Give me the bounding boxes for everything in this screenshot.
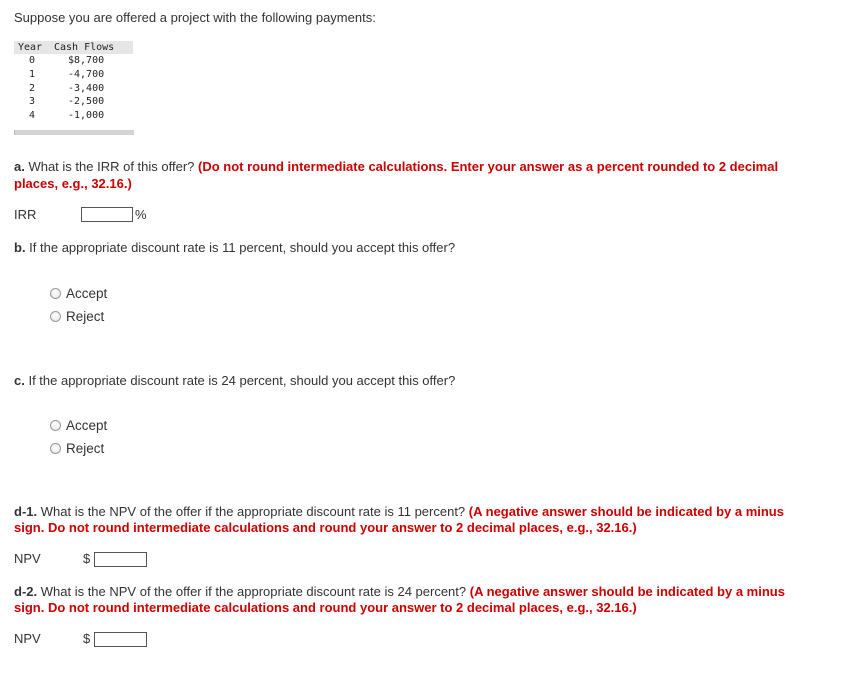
table-scrollbar[interactable] — [14, 130, 134, 135]
question-a-cont — [14, 175, 132, 192]
radio-button[interactable] — [50, 420, 61, 431]
question-a — [14, 158, 778, 175]
table-row — [14, 82, 133, 96]
question-a-instruction-cont: places, e.g., 32.16.) — [14, 176, 132, 191]
year-cell: 3 — [28, 96, 36, 108]
year-cell: 4 — [28, 110, 36, 122]
cash-flow-cell: -1,000 — [68, 110, 105, 122]
dollar-sign-d2: $ — [83, 631, 91, 646]
npv-input-d1[interactable] — [94, 552, 147, 567]
npv-input-d2[interactable] — [94, 632, 147, 647]
header-year: Year — [14, 41, 50, 54]
radio-label: Reject — [66, 308, 105, 324]
table-row — [14, 68, 133, 82]
npv-label-d1: NPV — [14, 551, 41, 566]
radio-b-reject[interactable] — [50, 307, 104, 325]
table-row — [14, 95, 133, 109]
question-c — [14, 372, 455, 389]
year-cell: 1 — [28, 68, 36, 80]
radio-button[interactable] — [50, 288, 61, 299]
radio-label: Accept — [66, 285, 108, 301]
question-a-instruction: (Do not round intermediate calculations. Enter your answer as a percent rounded to 2 decimal — [198, 159, 779, 174]
question-b-text: If the appropriate discount rate is 11 percent, should you accept this offer? — [25, 240, 456, 255]
question-d1 — [14, 503, 784, 520]
question-b — [14, 239, 455, 256]
year-cell: 2 — [28, 82, 36, 94]
question-d2-label: d-2. — [14, 584, 38, 599]
irr-label: IRR — [14, 207, 37, 222]
question-d1-text: What is the NPV of the offer if the appropriate discount rate is 11 percent? — [37, 504, 469, 519]
cash-flow-cell: -4,700 — [68, 68, 105, 80]
radio-c-accept[interactable] — [50, 416, 107, 434]
question-d1-instruction-cont: sign. Do not round intermediate calculations and round your answer to 2 decimal places, e.g., 32.16.) — [14, 520, 637, 535]
cash-flow-table — [14, 41, 133, 123]
percent-unit: % — [135, 207, 147, 222]
intro-text: Suppose you are offered a project with the following payments: — [14, 10, 376, 25]
radio-c-reject[interactable] — [50, 439, 104, 457]
radio-button[interactable] — [50, 443, 61, 454]
table-row — [14, 54, 133, 68]
radio-b-accept[interactable] — [50, 284, 107, 302]
question-c-label: c. — [14, 373, 25, 388]
question-a-text: What is the IRR of this offer? — [24, 159, 199, 174]
question-d1-cont — [14, 519, 637, 536]
question-b-label: b. — [14, 240, 26, 255]
radio-label: Accept — [66, 417, 108, 433]
cash-flow-cell: -2,500 — [68, 96, 105, 108]
cash-flow-cell: -3,400 — [68, 82, 105, 94]
question-a-label: a. — [14, 159, 25, 174]
dollar-sign-d1: $ — [83, 551, 91, 566]
question-c-text: If the appropriate discount rate is 24 percent, should you accept this offer? — [24, 373, 456, 388]
table-row — [14, 109, 133, 123]
npv-label-d2: NPV — [14, 631, 41, 646]
question-d2-cont — [14, 599, 637, 616]
radio-button[interactable] — [50, 311, 61, 322]
question-d1-label: d-1. — [14, 504, 38, 519]
question-d2-instruction: (A negative answer should be indicated by a minus — [469, 584, 785, 599]
question-d2-instruction-cont: sign. Do not round intermediate calculations and round your answer to 2 decimal places, e.g., 32.16.) — [14, 600, 637, 615]
table-header-row — [14, 41, 133, 54]
header-cash-flows: Cash Flows — [50, 41, 133, 54]
question-d2-text: What is the NPV of the offer if the appropriate discount rate is 24 percent? — [37, 584, 470, 599]
irr-input[interactable] — [81, 207, 133, 222]
year-cell: 0 — [28, 55, 36, 66]
question-d2 — [14, 583, 785, 600]
cash-flow-cell: $8,700 — [68, 55, 105, 66]
question-d1-instruction: (A negative answer should be indicated by a minus — [468, 504, 784, 519]
radio-label: Reject — [66, 440, 105, 456]
